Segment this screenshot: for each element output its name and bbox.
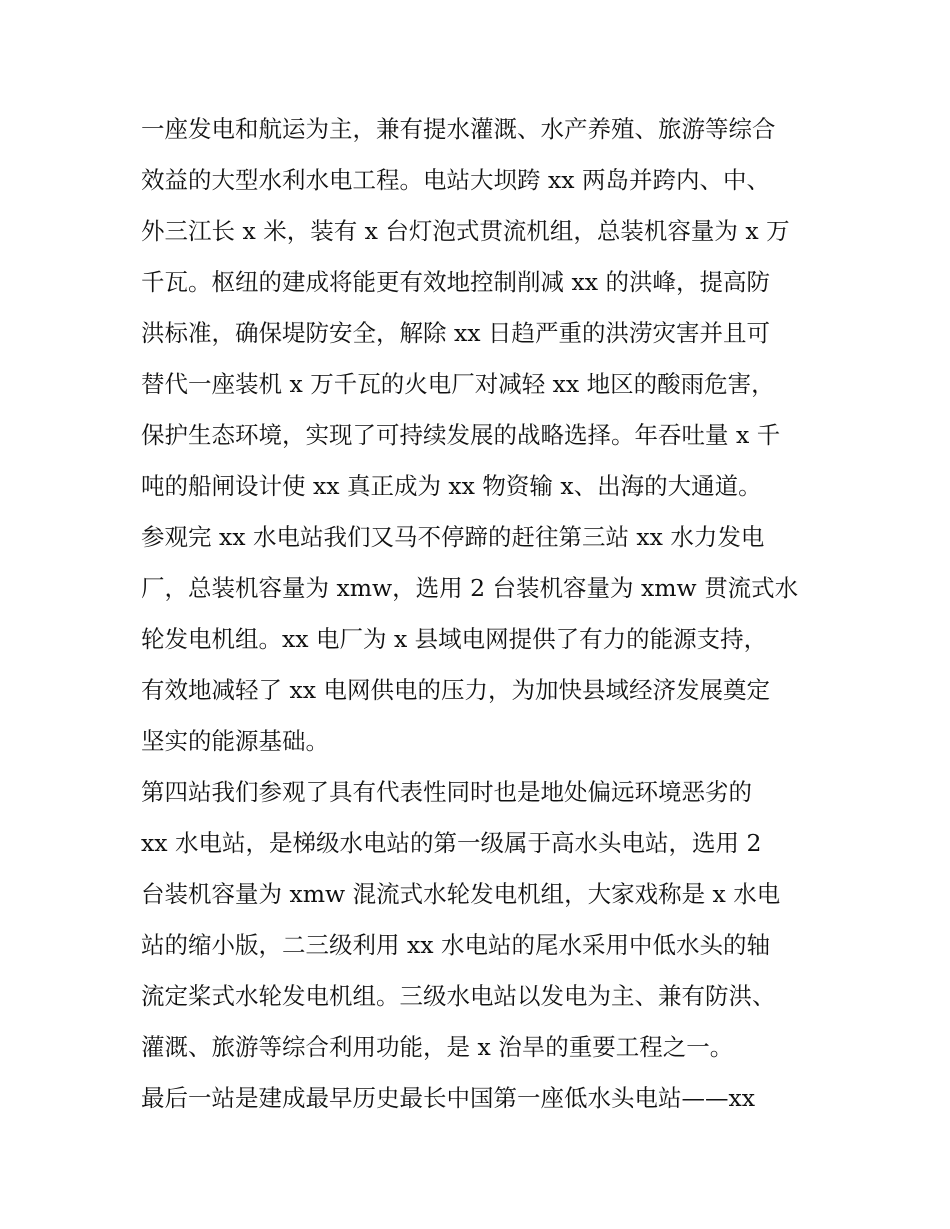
text-line: 轮发电机组。xx 电厂为 x 县域电网提供了有力的能源支持， bbox=[141, 625, 768, 653]
text-line: 灌溉、旅游等综合利用功能，是 x 治旱的重要工程之一。 bbox=[141, 1033, 734, 1061]
text-line: 厂，总装机容量为 xmw，选用 2 台装机容量为 xmw 贯流式水 bbox=[141, 574, 799, 602]
text-line: 保护生态环境，实现了可持续发展的战略选择。年吞吐量 x 千 bbox=[141, 421, 781, 449]
text-line: 第四站我们参观了具有代表性同时也是地处偏远环境恶劣的 bbox=[141, 778, 752, 806]
text-line: 流定桨式水轮发电机组。三级水电站以发电为主、兼有防洪、 bbox=[141, 982, 776, 1010]
document-body bbox=[141, 104, 821, 1124]
text-line: 一座发电和航运为主，兼有提水灌溉、水产养殖、旅游等综合 bbox=[141, 115, 776, 143]
text-line: 千瓦。枢纽的建成将能更有效地控制削减 xx 的洪峰，提高防 bbox=[141, 268, 770, 296]
text-line: 替代一座装机 x 万千瓦的火电厂对减轻 xx 地区的酸雨危害， bbox=[141, 370, 775, 398]
text-line: 坚实的能源基础。 bbox=[141, 727, 329, 755]
text-line: xx 水电站，是梯级水电站的第一级属于高水头电站，选用 2 bbox=[141, 829, 762, 857]
text-line: 台装机容量为 xmw 混流式水轮发电机组，大家戏称是 x 水电 bbox=[141, 880, 781, 908]
text-line: 参观完 xx 水电站我们又马不停蹄的赶往第三站 xx 水力发电 bbox=[141, 523, 765, 551]
text-line: 外三江长 x 米，装有 x 台灯泡式贯流机组，总装机容量为 x 万 bbox=[141, 217, 790, 245]
text-line: 站的缩小版，二三级利用 xx 水电站的尾水采用中低水头的轴 bbox=[141, 931, 770, 959]
text-line: 吨的船闸设计使 xx 真正成为 xx 物资输 x、出海的大通道。 bbox=[141, 472, 762, 500]
text-line: 洪标准，确保堤防安全，解除 xx 日趋严重的洪涝灾害并且可 bbox=[141, 319, 770, 347]
text-line: 最后一站是建成最早历史最长中国第一座低水头电站——xx bbox=[141, 1084, 756, 1112]
text-line: 效益的大型水利水电工程。电站大坝跨 xx 两岛并跨内、中、 bbox=[141, 166, 770, 194]
text-line: 有效地减轻了 xx 电网供电的压力，为加快县域经济发展奠定 bbox=[141, 676, 770, 704]
